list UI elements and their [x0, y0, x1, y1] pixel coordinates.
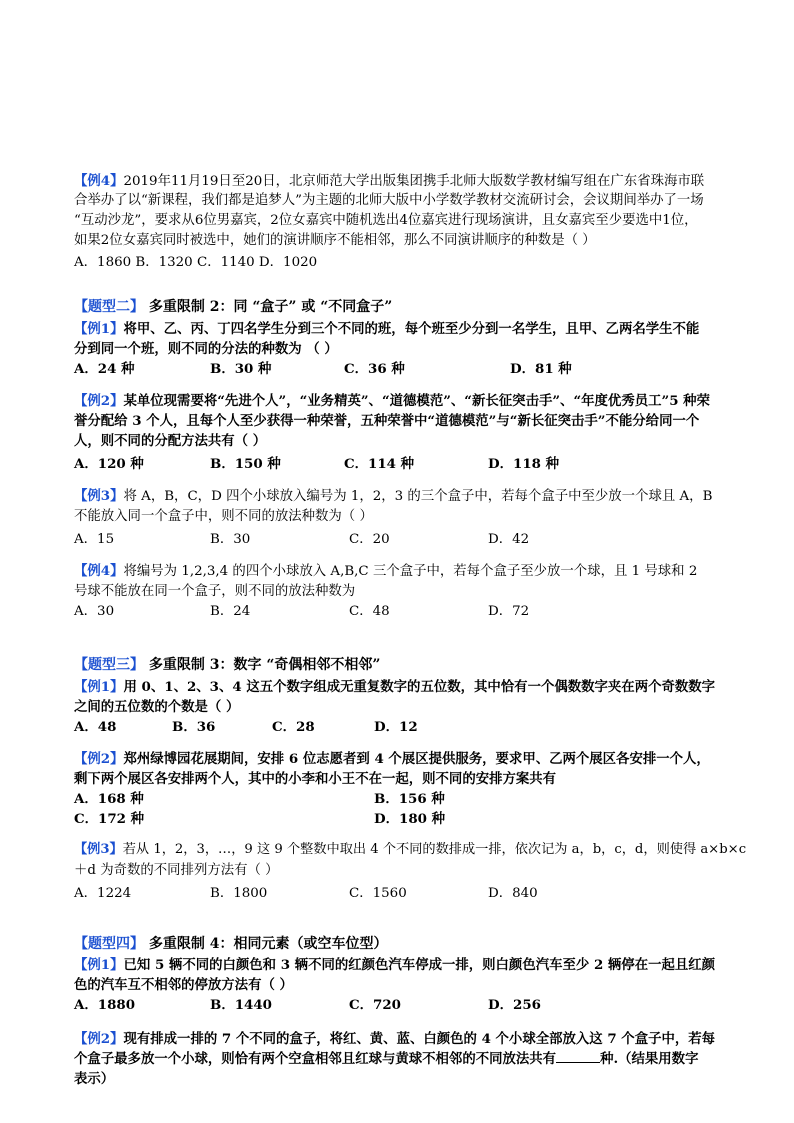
s3-ex1-line2: 之间的五位数的个数是（ ） — [74, 699, 240, 715]
s4-ex1-option-a: A．1880 — [74, 997, 136, 1013]
s2-ex3-option-a: A．15 — [74, 532, 115, 547]
s2-ex3-option-c: C．20 — [349, 532, 390, 547]
s3-ex1-option-a: A．48 — [74, 719, 117, 735]
s2-ex4-option-a: A．30 — [74, 604, 115, 619]
s4-ex1-line2: 色的汽车互不相邻的停放方法有（ ） — [74, 977, 293, 993]
s2-ex1-line2: 分到同一个班，则不同的分法的种数为 （ ） — [74, 341, 338, 357]
s2-ex2-option-b: B．150 种 — [210, 456, 281, 472]
s3-ex1-option-d: D．12 — [374, 719, 418, 735]
s2-ex1-option-a: A．24 种 — [74, 361, 135, 377]
example-tag: 【例2】 — [74, 751, 124, 767]
s3-ex3-line1: 【例3】若从 1，2，3，…，9 这 9 个整数中取出 4 个不同的数排成一排，依次记为 a，b，c，d，则使得 a×b×c — [74, 842, 747, 857]
s3-ex1-option-b: B．36 — [172, 719, 216, 735]
s4-ex2-line1: 【例2】现有排成一排的 7 个不同的盒子，将红、黄、蓝、白颜色的 4 个小球全部放入这 7 个盒子中，若每 — [74, 1031, 716, 1047]
s4-ex1-option-c: C．720 — [349, 997, 401, 1013]
section-header-type3: 【题型三】 多重限制 3：数字 “奇偶相邻不相邻” — [74, 657, 381, 673]
example-tag: 【例4】 — [74, 173, 124, 189]
s2-ex4-option-c: C．48 — [349, 604, 390, 619]
example-tag: 【例1】 — [74, 679, 124, 695]
s1-ex4-options: A．1860 B．1320 C．1140 D．1020 — [74, 255, 318, 270]
s2-ex2-line3: 人，则不同的分配方法共有（ ） — [74, 433, 267, 449]
s1-ex4-line3: “互动沙龙”，要求从6位男嘉宾，2位女嘉宾中随机选出4位嘉宾进行现场演讲，且女嘉宾至少要选中1位， — [74, 213, 698, 228]
example-tag: 【例2】 — [74, 1031, 124, 1047]
example-tag: 【例3】 — [74, 488, 124, 504]
s2-ex1-option-d: D．81 种 — [510, 361, 572, 377]
s2-ex2-option-a: A．120 种 — [74, 456, 144, 472]
s4-ex2-line2: 个盒子最多放一个小球，则恰有两个空盒相邻且红球与黄球不相邻的不同放法共有 种.（结果用数字 — [74, 1051, 699, 1067]
section-header-type4: 【题型四】 多重限制 4：相同元素（或空车位型） — [74, 936, 388, 952]
example-tag: 【例2】 — [74, 393, 124, 409]
s3-ex3-option-c: C．1560 — [349, 886, 407, 901]
s1-ex4-line4: 如果2位女嘉宾同时被选中，她们的演讲顺序不能相邻，那么不同演讲顺序的种数是（ ） — [74, 233, 596, 248]
s3-ex2-line1: 【例2】郑州绿博园花展期间，安排 6 位志愿者到 4 个展区提供服务，要求甲、乙两个展区各安排一个人， — [74, 751, 710, 767]
s3-ex2-option-c: C．172 种 — [74, 811, 145, 827]
s1-ex4-line1: 【例4】2019年11月19日至20日，北京师范大学出版集团携手北师大版数学教材编写组在广东省珠海市联 — [74, 173, 705, 189]
example-tag: 【例1】 — [74, 321, 124, 337]
s2-ex1-line1: 【例1】将甲、乙、丙、丁四名学生分到三个不同的班，每个班至少分到一名学生，且甲、乙两名学生不能 — [74, 321, 700, 337]
s4-ex2-line3: 表示） — [74, 1071, 115, 1087]
s4-ex1-option-b: B．1440 — [210, 997, 272, 1013]
s2-ex4-line2: 号球不能放在同一个盒子，则不同的放法种数为 — [74, 584, 356, 599]
s2-ex4-line1: 【例4】将编号为 1,2,3,4 的四个小球放入 A,B,C 三个盒子中，若每个盒子至少放一个球，且 1 号球和 2 — [74, 563, 698, 579]
s2-ex1-option-b: B．30 种 — [210, 361, 272, 377]
s2-ex2-line2: 誉分配给 3 个人，且每个人至少获得一种荣誉，五种荣誉中“道德模范”与“新长征突击手”不能分给同一个 — [74, 413, 700, 429]
s2-ex3-line2: 不能放入同一个盒子中，则不同的放法种数为（ ） — [74, 509, 373, 524]
s3-ex2-line2: 剩下两个展区各安排两个人，其中的小李和小王不在一起，则不同的安排方案共有 — [74, 771, 557, 787]
section-header-type2: 【题型二】 多重限制 2：同 “盒子” 或 “不同盒子” — [74, 299, 393, 315]
s2-ex4-option-d: D．72 — [488, 604, 530, 619]
s4-ex1-option-d: D．256 — [488, 997, 541, 1013]
s2-ex3-option-b: B．30 — [210, 532, 251, 547]
s2-ex3-line1: 【例3】将 A，B，C，D 四个小球放入编号为 1，2，3 的三个盒子中，若每个盒子中至少放一个球且 A，B — [74, 488, 713, 504]
s4-ex1-line1: 【例1】已知 5 辆不同的白颜色和 3 辆不同的红颜色汽车停成一排，则白颜色汽车至少 2 辆停在一起且红颜 — [74, 957, 716, 973]
s3-ex2-option-b: B．156 种 — [374, 791, 445, 807]
s3-ex3-option-a: A．1224 — [74, 886, 132, 901]
s2-ex2-option-d: D．118 种 — [488, 456, 560, 472]
s3-ex2-option-a: A．168 种 — [74, 791, 144, 807]
s3-ex1-option-c: C．28 — [272, 719, 315, 735]
s2-ex2-option-c: C．114 种 — [344, 456, 415, 472]
s2-ex4-option-b: B．24 — [210, 604, 251, 619]
s2-ex3-option-d: D．42 — [488, 532, 530, 547]
example-tag: 【例4】 — [74, 563, 124, 579]
s2-ex1-option-c: C．36 种 — [344, 361, 405, 377]
example-tag: 【例3】 — [74, 842, 123, 857]
s3-ex3-line2: ＋d 为奇数的不同排列方法有（ ） — [74, 863, 279, 878]
s3-ex3-option-b: B．1800 — [210, 886, 268, 901]
s1-ex4-line2: 合举办了以“新课程，我们都是追梦人”为主题的北师大版中小学数学教材交流研讨会，会议期间举办了一场 — [74, 193, 704, 208]
s3-ex3-option-d: D．840 — [488, 886, 538, 901]
s3-ex1-line1: 【例1】用 0、1、2、3、4 这五个数字组成无重复数字的五位数，其中恰有一个偶数数字夹在两个奇数数字 — [74, 679, 716, 695]
s3-ex2-option-d: D．180 种 — [374, 811, 446, 827]
example-tag: 【例1】 — [74, 957, 124, 973]
s2-ex2-line1: 【例2】某单位现需要将“先进个人”，“业务精英”、“道德模范”、“新长征突击手”、“年度优秀员工”5 种荣 — [74, 393, 710, 409]
answer-blank[interactable] — [556, 1050, 600, 1063]
